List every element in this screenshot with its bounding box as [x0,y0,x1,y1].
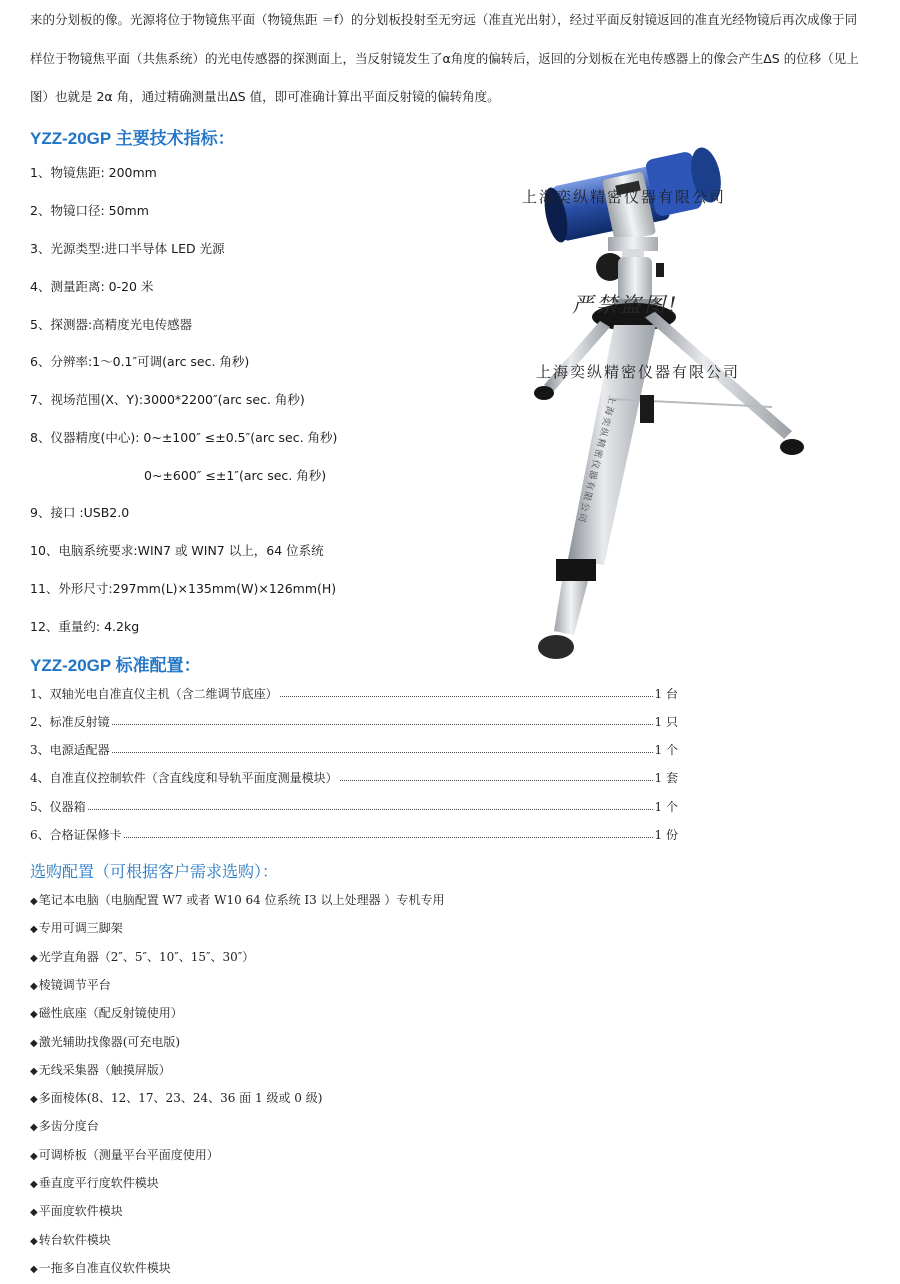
optional-item [30,1033,180,1050]
optional-item [30,1231,111,1248]
diamond-bullet-icon: ◆ [30,1094,38,1106]
optional-item-text: 光学直角器（2″、5″、10″、15″、30″） [38,949,255,964]
config-item-name: 4、自准直仪控制软件（含直线度和导轨平面度测量模块） [30,770,338,785]
optional-item [30,1259,171,1276]
diamond-bullet-icon: ◆ [30,896,38,907]
spec-item: 10、电脑系统要求:WIN7 或 WIN7 以上，64 位系统 [30,543,324,558]
diamond-bullet-icon: ◆ [30,1263,38,1275]
diamond-bullet-icon: ◆ [30,1065,38,1077]
config-item-name: 3、电源适配器 [30,742,110,757]
config-item-quantity: 1 个 [654,742,678,757]
config-item-name: 2、标准反射镜 [30,714,110,729]
spec-item: 9、接口 :USB2.0 [30,505,130,520]
standard-config-row [30,767,678,787]
standard-config-row [30,824,678,844]
dot-leader [112,724,653,725]
dot-leader [112,752,653,753]
config-item-name: 5、仪器箱 [30,799,86,814]
config-item-quantity: 1 套 [654,770,678,785]
intro-line: 来的分划板的像。光源将位于物镜焦平面（物镜焦距 ＝f）的分划板投射至无穷远（准直光出射），经过平面反射镜返回的准直光经物镜后再次成像于同 [30,12,858,27]
optional-item [30,1174,159,1191]
standard-title: YZZ-20GP 标准配置： [30,656,201,675]
diamond-bullet-icon: ◆ [30,1009,38,1021]
dot-leader [340,780,653,781]
spec-item: 1、物镜焦距: 200mm [30,165,157,180]
spec-item: 2、物镜口径: 50mm [30,203,149,218]
optional-item-text: 笔记本电脑（电脑配置 W7 或者 W10 64 位系统 I3 以上处理器 ）专机专用 [38,893,445,907]
dot-leader [124,837,653,838]
optional-item-text: 专用可调三脚架 [38,921,123,936]
spec-item: 11、外形尺寸:297mm(L)×135mm(W)×126mm(H) [30,581,337,596]
config-item-name: 6、合格证保修卡 [30,827,122,842]
watermark-warning: 严禁盗图! [572,293,680,317]
config-item-quantity: 1 份 [654,827,678,842]
optional-item-text: 一拖多自准直仪软件模块 [38,1260,171,1275]
intro-line: 样位于物镜焦平面（共焦系统）的光电传感器的探测面上，当反射镜发生了α角度的偏转后，返回的分划板在光电传感器上的像会产生ΔS 的位移（见上 [30,51,859,66]
optional-item [30,1089,322,1106]
standard-config-row [30,739,678,759]
diamond-bullet-icon: ◆ [30,1235,38,1247]
optional-item [30,1117,99,1134]
diamond-bullet-icon: ◆ [30,1122,38,1134]
optional-item [30,1202,123,1219]
intro-line: 图）也就是 2α 角，通过精确测量出ΔS 值，即可准确计算出平面反射镜的偏转角度。 [30,89,500,104]
diamond-bullet-icon: ◆ [30,1207,38,1219]
spec-item: 4、测量距离: 0-20 米 [30,279,154,294]
watermark-company: 上海奕纵精密仪器有限公司 [522,188,727,206]
optional-item-text: 可调桥板（测量平台平面度使用） [38,1147,219,1162]
standard-config-row [30,711,678,731]
diamond-bullet-icon: ◆ [30,952,38,964]
standard-config-row [30,683,678,703]
optional-title: 选购配置（可根据客户需求选购）： [30,862,279,881]
optional-item-text: 多齿分度台 [38,1119,99,1134]
optional-item [30,1061,171,1078]
optional-item [30,948,254,965]
spec-item: 6、分辨率:1～0.1″可调(arc sec. 角秒) [30,354,250,369]
config-item-quantity: 1 个 [654,799,678,814]
optional-item-text: 激光辅助找像器(可充电版) [38,1034,181,1049]
optional-item-text: 磁性底座（配反射镜使用） [38,1006,183,1021]
config-item-quantity: 1 台 [654,686,678,701]
spec-item: 12、重量约: 4.2kg [30,619,140,634]
optional-item-text: 垂直度平行度软件模块 [38,1176,159,1190]
spec-item: 0~±600″ ≤±1″(arc sec. 角秒) [144,468,327,483]
optional-item-text: 多面棱体(8、12、17、23、24、36 面 1 级或 0 级) [38,1091,323,1106]
diamond-bullet-icon: ◆ [30,1179,38,1190]
spec-item: 7、视场范围(X、Y):3000*2200″(arc sec. 角秒) [30,392,305,407]
dot-leader [280,696,653,697]
optional-item [30,919,123,936]
optional-item-text: 转台软件模块 [38,1232,111,1247]
optional-item-text: 棱镜调节平台 [38,977,111,992]
spec-item: 8、仪器精度(中心): 0~±100″ ≤±0.5″(arc sec. 角秒) [30,430,338,445]
optional-item-text: 平面度软件模块 [38,1204,123,1219]
optional-item [30,1004,183,1021]
standard-config-row [30,796,678,816]
specs-title: YZZ-20GP 主要技术指标： [30,129,235,148]
diamond-bullet-icon: ◆ [30,1150,38,1162]
spec-item: 5、探测器:高精度光电传感器 [30,317,193,332]
product-image-autocollimator-on-tripod [510,145,810,675]
optional-item [30,1146,219,1163]
dot-leader [88,809,653,810]
optional-item [30,891,444,908]
diamond-bullet-icon: ◆ [30,980,38,992]
watermark-company: 上海奕纵精密仪器有限公司 [536,363,741,381]
leg-text: 上海奕纵精密仪器有限公司 [575,394,617,525]
intro-paragraph [30,10,880,110]
spec-item: 3、光源类型:进口半导体 LED 光源 [30,241,225,256]
config-item-quantity: 1 只 [654,714,678,729]
optional-item [30,976,111,993]
diamond-bullet-icon: ◆ [30,924,38,936]
diamond-bullet-icon: ◆ [30,1037,38,1049]
config-item-name: 1、双轴光电自准直仪主机（含二维调节底座） [30,686,278,701]
optional-item-text: 无线采集器（触摸屏版） [38,1062,171,1077]
